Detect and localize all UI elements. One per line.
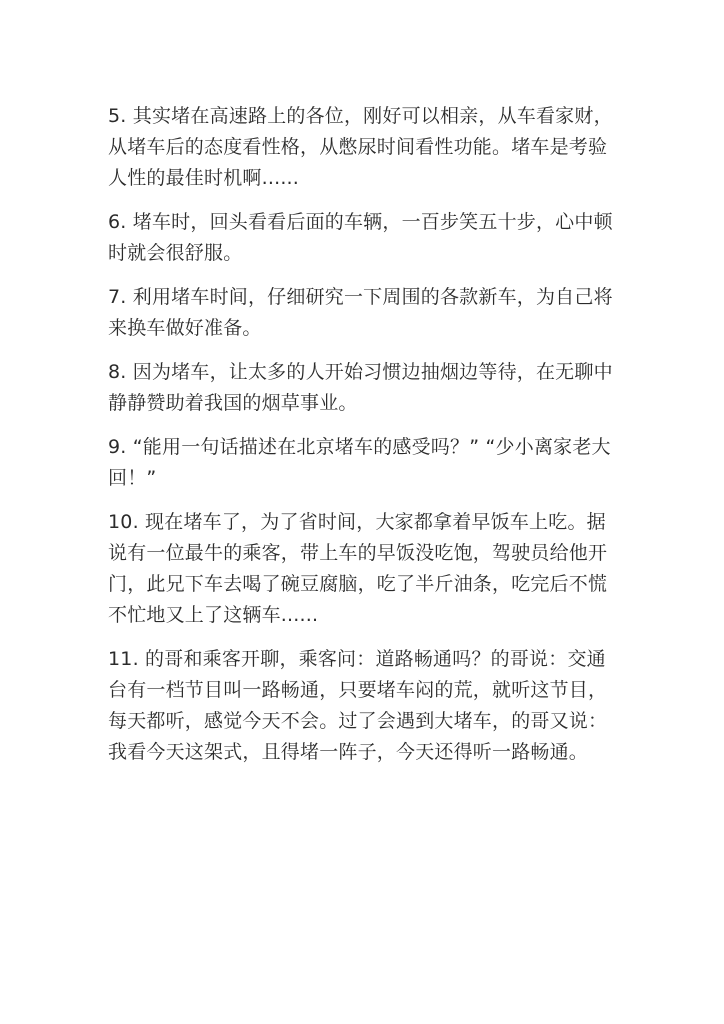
- paragraph-10: 10. 现在堵车了，为了省时间，大家都拿着早饭车上吃。据说有一位最牛的乘客，带上车的早饭没吃饱，驾驶员给他开门，此兄下车去喝了碗豆腐脑，吃了半斤油条，吃完后不慌不忙地又上了这辆车......: [108, 511, 608, 626]
- paragraph-11: 11. 的哥和乘客开聊，乘客问：道路畅通吗？的哥说：交通台有一档节目叫一路畅通，只要堵车闷的荒，就听这节目，每天都听，感觉今天不会。过了会遇到大堵车，的哥又说：我看今天这架式，且得堵一阵子，今天还得听一路畅通。: [108, 648, 608, 763]
- paragraph-8: 8. 因为堵车，让太多的人开始习惯边抽烟边等待，在无聊中静静赞助着我国的烟草事业。: [108, 361, 613, 414]
- document-body: [108, 101, 618, 781]
- paragraph-9: 9. “能用一句话描述在北京堵车的感受吗？” “少小离家老大回！”: [108, 436, 611, 489]
- paragraph-7: 7. 利用堵车时间，仔细研究一下周围的各款新车，为自己将来换车做好准备。: [108, 286, 613, 339]
- paragraph-6: 6. 堵车时，回头看看后面的车辆，一百步笑五十步，心中顿时就会很舒服。: [108, 211, 613, 264]
- paragraph-5: 5. 其实堵在高速路上的各位，刚好可以相亲，从车看家财，从堵车后的态度看性格，从憋尿时间看性功能。堵车是考验人性的最佳时机啊......: [108, 105, 613, 189]
